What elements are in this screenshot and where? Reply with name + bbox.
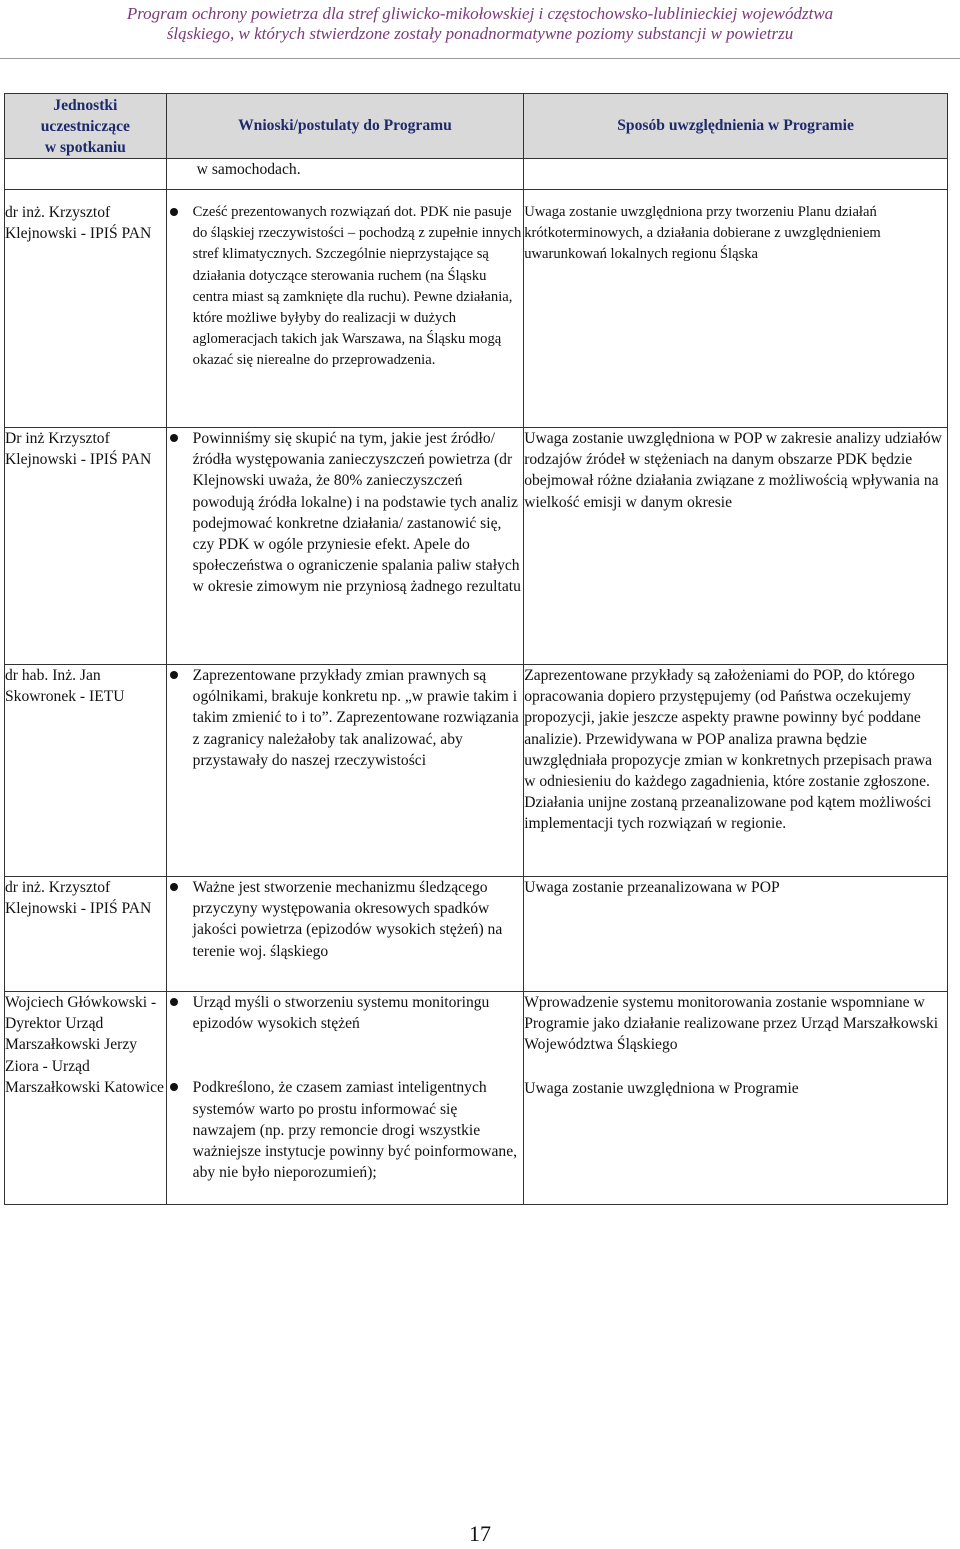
table-row xyxy=(5,665,948,877)
header-participants-line-3: w spotkaniu xyxy=(44,138,126,156)
table-row xyxy=(5,428,948,665)
bullet-icon xyxy=(170,434,178,442)
table-header-row xyxy=(5,94,948,159)
list-item: Zaprezentowane przykłady zmian prawnych są ogólnikami, brakuje konkretu np. „w prawie takim i takim zmienić to i to”. Zaprezentowane rozwiązania z zagranicy należałoby tak analizować, aby przystawały do naszej rzeczywistości xyxy=(167,665,524,771)
header-participants-line-1: Jednostki xyxy=(53,96,118,114)
participant-cell: dr inż. Krzysztof Klejnowski - IPIŚ PAN xyxy=(5,190,167,428)
participant-cell: Wojciech Główkowski - Dyrektor Urząd Marszałkowski Jerzy Ziora - Urząd Marszałkowski Katowice xyxy=(5,992,167,1205)
list-item: Urząd myśli o stworzeniu systemu monitoringu epizodów wysokich stężeń xyxy=(167,992,524,1034)
postulate-cell xyxy=(166,428,524,665)
header-divider xyxy=(0,58,960,59)
response-cell: Zaprezentowane przykłady są założeniami do POP, do którego opracowania dopiero przystępujemy (od Państwa oczekujemy propozycji, jakie jeszcze aspekty prawne powinny być poddane analizie). Przewidywana w POP analiza prawna będzie uwzględniała propozycje zmian w konkretnych przepisach prawa w odniesieniu do każdego zagadnienia, które zostanie zgłoszone. Działania unijne zostaną przeanalizowane pod kątem możliwości implementacji tych rozwiązań w regionie. xyxy=(524,665,948,877)
header-participants xyxy=(5,94,167,159)
table-row xyxy=(5,992,948,1205)
bullet-icon xyxy=(170,1083,178,1091)
participant-cell: Dr inż Krzysztof Klejnowski - IPIŚ PAN xyxy=(5,428,167,665)
postulates-table xyxy=(4,93,948,1205)
list-item: Podkreślono, że czasem zamiast inteligentnych systemów warto po prostu informować się nawzajem (np. przy remoncie drogi wszystkie ważniejsze instytucje powinny być poinformowane, aby nie było nieporozumień); xyxy=(167,1077,524,1183)
postulate-cell xyxy=(166,877,524,992)
postulate-cell xyxy=(166,665,524,877)
bullet-icon xyxy=(170,883,178,891)
running-header-line-1: Program ochrony powietrza dla stref gliwicko-mikołowskiej i częstochowsko-lublinieckiej województwa xyxy=(126,4,834,23)
continuation-text: w samochodach. xyxy=(166,159,524,190)
header-response: Sposób uwzględnienia w Programie xyxy=(524,94,948,159)
bullet-icon xyxy=(170,998,178,1006)
postulate-cell xyxy=(166,992,524,1205)
running-header xyxy=(0,0,960,44)
participant-cell: dr inż. Krzysztof Klejnowski - IPIŚ PAN xyxy=(5,877,167,992)
postulate-cell xyxy=(166,190,524,428)
bullet-icon xyxy=(170,671,178,679)
response-cell: Uwaga zostanie przeanalizowana w POP xyxy=(524,877,948,992)
table-row xyxy=(5,190,948,428)
response-cell: Uwaga zostanie uwzględniona w POP w zakresie analizy udziałów rodzajów źródeł w stężeniach na danym obszarze PDK będzie obejmował różne działania związane z możliwością wpływania na wielkość emisji w danym okresie xyxy=(524,428,948,665)
header-postulates: Wnioski/postulaty do Programu xyxy=(166,94,524,159)
list-item: Powinniśmy się skupić na tym, jakie jest źródło/źródła występowania zanieczyszczeń powietrza (dr Klejnowski uważa, że 80% zanieczyszczeń powodują źródła lokalne) i na podstawie tych analiz podejmować konkretne działania/ zastanowić się, czy PDK w ogóle przyniesie efekt. Apele do społeczeństwa o ograniczenie spalania paliw stałych w okresie zimowym nie przyniosą żadnego rezultatu xyxy=(167,428,524,598)
running-header-line-2: śląskiego, w których stwierdzone zostały ponadnormatywne poziomy substancji w powietrzu xyxy=(166,24,794,43)
list-item: Cześć prezentowanych rozwiązań dot. PDK nie pasuje do śląskiej rzeczywistości – pochodzą z zupełnie innych stref klimatycznych. Szczególnie nieprzystające są działania dotyczące sterowania ruchem (na Śląsku centra miast są zamknięte dla ruchu). Pewne działania, które możliwe byłyby do realizacji w dużych aglomeracjach takich jak Warszawa, na Śląsku mogą okazać się nierealne do przeprowadzenia. xyxy=(167,202,524,372)
page-number: 17 xyxy=(469,1521,491,1546)
table-row xyxy=(5,877,948,992)
response-cell: Uwaga zostanie uwzględniona przy tworzeniu Planu działań krótkoterminowych, a działania dobierane z uwzględnieniem uwarunkowań lokalnych regionu Śląska xyxy=(524,190,948,428)
continuation-row xyxy=(5,159,948,190)
response-cell: Wprowadzenie systemu monitorowania zostanie wspomniane w Programie jako działanie realizowane przez Urząd Marszałkowski Województwa Śląskiego Uwaga zostanie uwzględniona w Programie xyxy=(524,992,948,1205)
list-item: Ważne jest stworzenie mechanizmu śledzącego przyczyny występowania okresowych spadków jakości powietrza (epizodów wysokich stężeń) na terenie woj. śląskiego xyxy=(167,877,524,962)
participant-cell: dr hab. Inż. Jan Skowronek - IETU xyxy=(5,665,167,877)
bullet-icon xyxy=(170,208,178,216)
header-participants-line-2: uczestniczące xyxy=(40,117,130,135)
